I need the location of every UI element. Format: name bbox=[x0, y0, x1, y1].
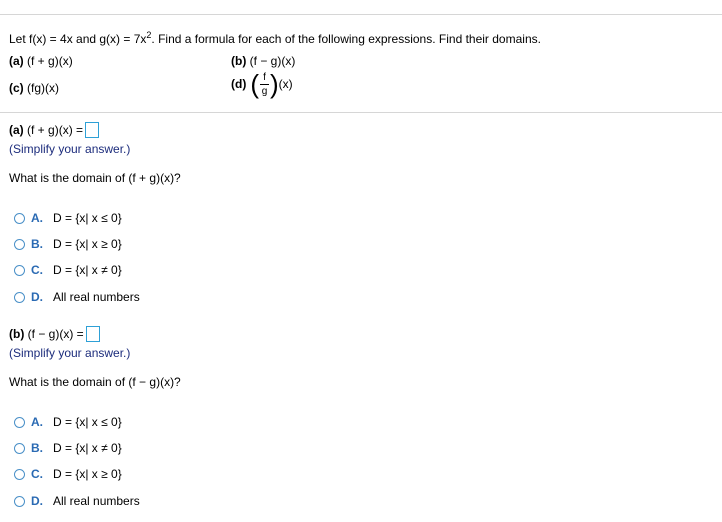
radio-button[interactable] bbox=[14, 417, 25, 428]
choice-letter: B. bbox=[31, 441, 43, 455]
choice-text: D = {x| x ≤ 0} bbox=[53, 415, 122, 429]
fraction-f-over-g bbox=[260, 72, 269, 97]
choice-text: D = {x| x ≥ 0} bbox=[53, 237, 122, 251]
section-a-prompt-text: (f + g)(x) = bbox=[27, 123, 84, 137]
section-a-hint: (Simplify your answer.) bbox=[9, 142, 131, 156]
part-c-label: (c) bbox=[9, 81, 24, 95]
section-b-prompt-text: (f − g)(x) = bbox=[27, 327, 84, 341]
section-b-choice-d[interactable] bbox=[14, 493, 140, 509]
radio-button[interactable] bbox=[14, 265, 25, 276]
middle-divider bbox=[0, 112, 722, 113]
choice-letter: A. bbox=[31, 211, 43, 225]
choice-letter: C. bbox=[31, 467, 43, 481]
part-b-label: (b) bbox=[231, 54, 247, 68]
part-d-label: (d) bbox=[231, 77, 247, 91]
choice-text: D = {x| x ≠ 0} bbox=[53, 263, 122, 277]
section-b-prompt bbox=[9, 326, 100, 342]
left-paren: ( bbox=[250, 69, 259, 99]
radio-button[interactable] bbox=[14, 469, 25, 480]
section-a-question: What is the domain of (f + g)(x)? bbox=[9, 171, 181, 185]
top-divider bbox=[0, 14, 722, 15]
choice-letter: D. bbox=[31, 290, 43, 304]
choice-letter: D. bbox=[31, 494, 43, 508]
part-a-expr: (f + g)(x) bbox=[27, 54, 73, 68]
part-c-item bbox=[9, 81, 59, 95]
choice-text: D = {x| x ≠ 0} bbox=[53, 441, 122, 455]
section-b-choice-b[interactable] bbox=[14, 440, 122, 456]
statement-lead: Let f(x) = 4x and g(x) = 7x bbox=[9, 32, 147, 46]
section-b-choice-c[interactable] bbox=[14, 466, 122, 482]
part-a-label: (a) bbox=[9, 54, 24, 68]
radio-button[interactable] bbox=[14, 496, 25, 507]
problem-statement bbox=[9, 30, 541, 46]
radio-button[interactable] bbox=[14, 292, 25, 303]
part-a-item bbox=[9, 54, 73, 68]
right-paren: ) bbox=[270, 69, 279, 99]
part-d-tail: (x) bbox=[278, 77, 293, 91]
part-c-expr: (fg)(x) bbox=[27, 81, 60, 95]
statement-tail: . Find a formula for each of the following expressions. Find their domains. bbox=[151, 32, 541, 46]
section-a-choice-d[interactable] bbox=[14, 289, 140, 305]
radio-button[interactable] bbox=[14, 239, 25, 250]
fraction-numerator: f bbox=[263, 71, 266, 83]
section-a-choice-b[interactable] bbox=[14, 236, 122, 252]
part-b-item bbox=[231, 54, 295, 68]
choice-letter: B. bbox=[31, 237, 43, 251]
choice-text: D = {x| x ≥ 0} bbox=[53, 467, 122, 481]
choice-letter: A. bbox=[31, 415, 43, 429]
radio-button[interactable] bbox=[14, 213, 25, 224]
answer-input-a[interactable] bbox=[85, 122, 99, 138]
section-a-label: (a) bbox=[9, 123, 24, 137]
choice-text: All real numbers bbox=[53, 290, 140, 304]
section-a-prompt bbox=[9, 122, 99, 138]
fraction-bar bbox=[260, 84, 269, 85]
choice-letter: C. bbox=[31, 263, 43, 277]
choice-text: D = {x| x ≤ 0} bbox=[53, 211, 122, 225]
section-b-hint: (Simplify your answer.) bbox=[9, 346, 131, 360]
section-b-choice-a[interactable] bbox=[14, 414, 122, 430]
part-b-expr: (f − g)(x) bbox=[249, 54, 296, 68]
fraction-denominator: g bbox=[261, 85, 268, 97]
section-b-question: What is the domain of (f − g)(x)? bbox=[9, 375, 181, 389]
section-a-choice-c[interactable] bbox=[14, 262, 122, 278]
answer-input-b[interactable] bbox=[86, 326, 100, 342]
radio-button[interactable] bbox=[14, 443, 25, 454]
choice-text: All real numbers bbox=[53, 494, 140, 508]
part-d-item bbox=[231, 71, 293, 97]
section-b-label: (b) bbox=[9, 327, 25, 341]
section-a-choice-a[interactable] bbox=[14, 210, 122, 226]
statement-exponent: 2 bbox=[146, 30, 152, 40]
